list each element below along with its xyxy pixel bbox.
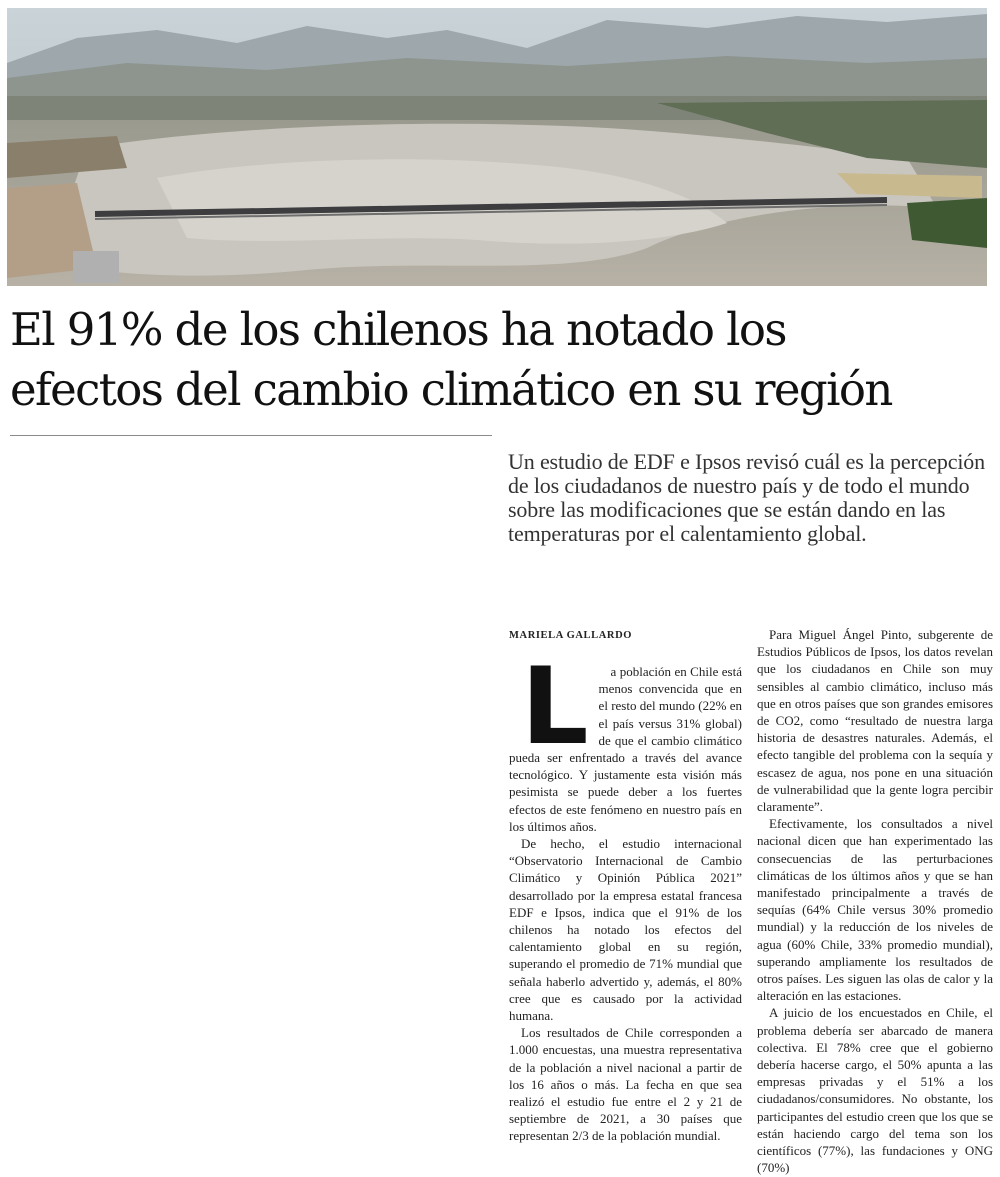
headline-line-2: efectos del cambio climático en su región	[10, 363, 892, 416]
drop-cap: L	[521, 645, 589, 768]
landscape-image	[7, 8, 987, 286]
body-paragraph-2: De hecho, el estudio internacional “Observatorio Internacional de Cambio Climático y Opinión Pública 2021” desarrollado por la empresa estatal francesa EDF e Ipsos, indica que el 91% de los chilenos ha notado los efectos del calentamiento global en su región, superando el promedio de 71% mundial que señala haberlo advertido y, además, el 80% cree que es causado por la actividad humana.	[509, 836, 742, 1024]
divider-rule	[10, 435, 492, 436]
body-paragraph-6: A juicio de los encuestados en Chile, el problema debería ser abarcado de manera colectiva. El 78% cree que el gobierno debería hacerse cargo, el 50% apunta a las empresas privadas y el 51% a los ciudadanos/consumidores. No obstante, los participantes del estudio creen que los que se están haciendo cargo del tema son los científicos (77%), las fundaciones y ONG (70%)	[757, 1005, 993, 1176]
headline	[10, 300, 995, 420]
body-column-left	[509, 645, 742, 1144]
byline: MARIELA GALLARDO	[509, 630, 633, 641]
body-paragraph-1	[509, 645, 742, 835]
body-column-right	[757, 626, 993, 1176]
body-paragraph-5: Efectivamente, los consultados a nivel nacional dicen que han experimentado las consecuencias de las perturbaciones climáticas de los últimos años y que se han manifestado principalmente a través de sequías (64% Chile versus 30% promedio mundial) y la reducción de los niveles de agua (60% Chile, 33% promedio mundial), superando ampliamente los resultados de otros países. Les siguen las olas de calor y la alteración en las estaciones.	[757, 816, 993, 1004]
body-paragraph-1-text: a población en Chile está menos convencida que en el resto del mundo (22% en el país versus 31% global) de que el cambio climático pueda ser enfrentado a través del avance tecnológico. Y justamente esta visión más pesimista se puede deber a los fuertes efectos de este fenómeno en nuestro país en los últimos años.	[509, 664, 742, 834]
body-paragraph-4: Para Miguel Ángel Pinto, subgerente de Estudios Públicos de Ipsos, los datos revelan que los ciudadanos en Chile son muy sensibles al cambio climático, incluso más que en otros países que son grandes emisores de CO2, como “resultado de nuestra larga historia de desastres naturales. Además, el efecto tangible del problema con la sequía y escasez de agua, nos pone en una situación de vulnerabilidad que la gente logra percibir claramente”.	[757, 627, 993, 815]
deck-subtitle: Un estudio de EDF e Ipsos revisó cuál es la percepción de los ciudadanos de nuestro país y de todo el mundo sobre las modificaciones que se están dando en las temperaturas por el calentamiento global.	[508, 449, 985, 546]
body-paragraph-3: Los resultados de Chile corresponden a 1.000 encuestas, una muestra representativa de la población a nivel nacional a partir de los 16 años o más. La fecha en que sea realizó el estudio fue entre el 2 y 21 de septiembre de 2021, a 30 países que representan 2/3 de la población mundial.	[509, 1025, 742, 1144]
aerial-river-photo	[7, 8, 987, 286]
headline-line-1: El 91% de los chilenos ha notado los	[10, 303, 786, 356]
